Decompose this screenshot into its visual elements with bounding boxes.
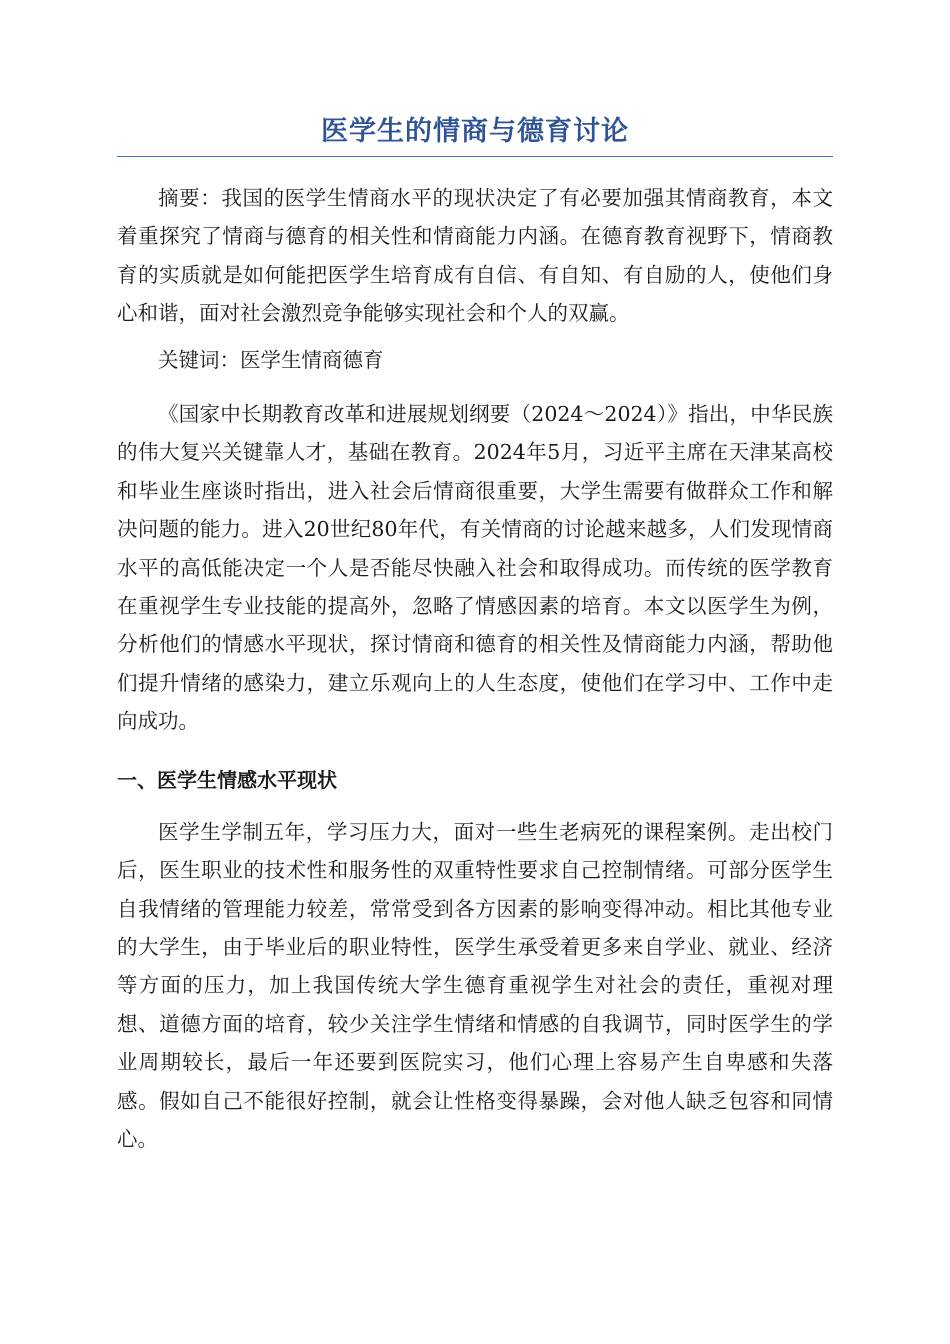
section-heading: 一、医学生情感水平现状	[117, 767, 337, 792]
keywords-paragraph: 关键词：医学生情商德育	[158, 347, 384, 372]
intro-paragraph: 《国家中长期教育改革和进展规划纲要（2024～2024）》指出，中华民族的伟大复兴关键靠人才，基础在教育。2024年5月，习近平主席在天津某高校和毕业生座谈时指出，进入社会后情商很重要，大学生需要有做群众工作和解决问题的能力。进入20世纪80年代，有关情商的讨论越来越多，人们发现情商水平的高低能决定一个人是否能尽快融入社会和取得成功。而传统的医学教育在重视学生专业技能的提高外，忽略了情感因素的培育。本文以医学生为例，分析他们的情感水平现状，探讨情商和德育的相关性及情商能力内涵，帮助他们提升情绪的感染力，建立乐观向上的人生态度，使他们在学习中、工作中走向成功。	[117, 402, 833, 734]
section-body-paragraph: 医学生学制五年，学习压力大，面对一些生老病死的课程案例。走出校门后，医生职业的技术性和服务性的双重特性要求自己控制情绪。可部分医学生自我情绪的管理能力较差，常常受到各方因素的影响变得冲动。相比其他专业的大学生，由于毕业后的职业特性，医学生承受着更多来自学业、就业、经济等方面的压力，加上我国传统大学生德育重视学生对社会的责任，重视对理想、道德方面的培育，较少关注学生情绪和情感的自我调节，同时医学生的学业周期较长，最后一年还要到医院实习，他们心理上容易产生自卑感和失落感。假如自己不能很好控制，就会让性格变得暴躁，会对他人缺乏包容和同情心。	[117, 819, 833, 1151]
document-title: 医学生的情商与德育讨论	[117, 110, 833, 157]
document-page	[117, 110, 833, 1158]
abstract-paragraph: 摘要：我国的医学生情商水平的现状决定了有必要加强其情商教育，本文着重探究了情商与德育的相关性和情商能力内涵。在德育教育视野下，情商教育的实质就是如何能把医学生培育成有自信、有自知、有自励的人，使他们身心和谐，面对社会激烈竞争能够实现社会和个人的双赢。	[117, 186, 833, 326]
